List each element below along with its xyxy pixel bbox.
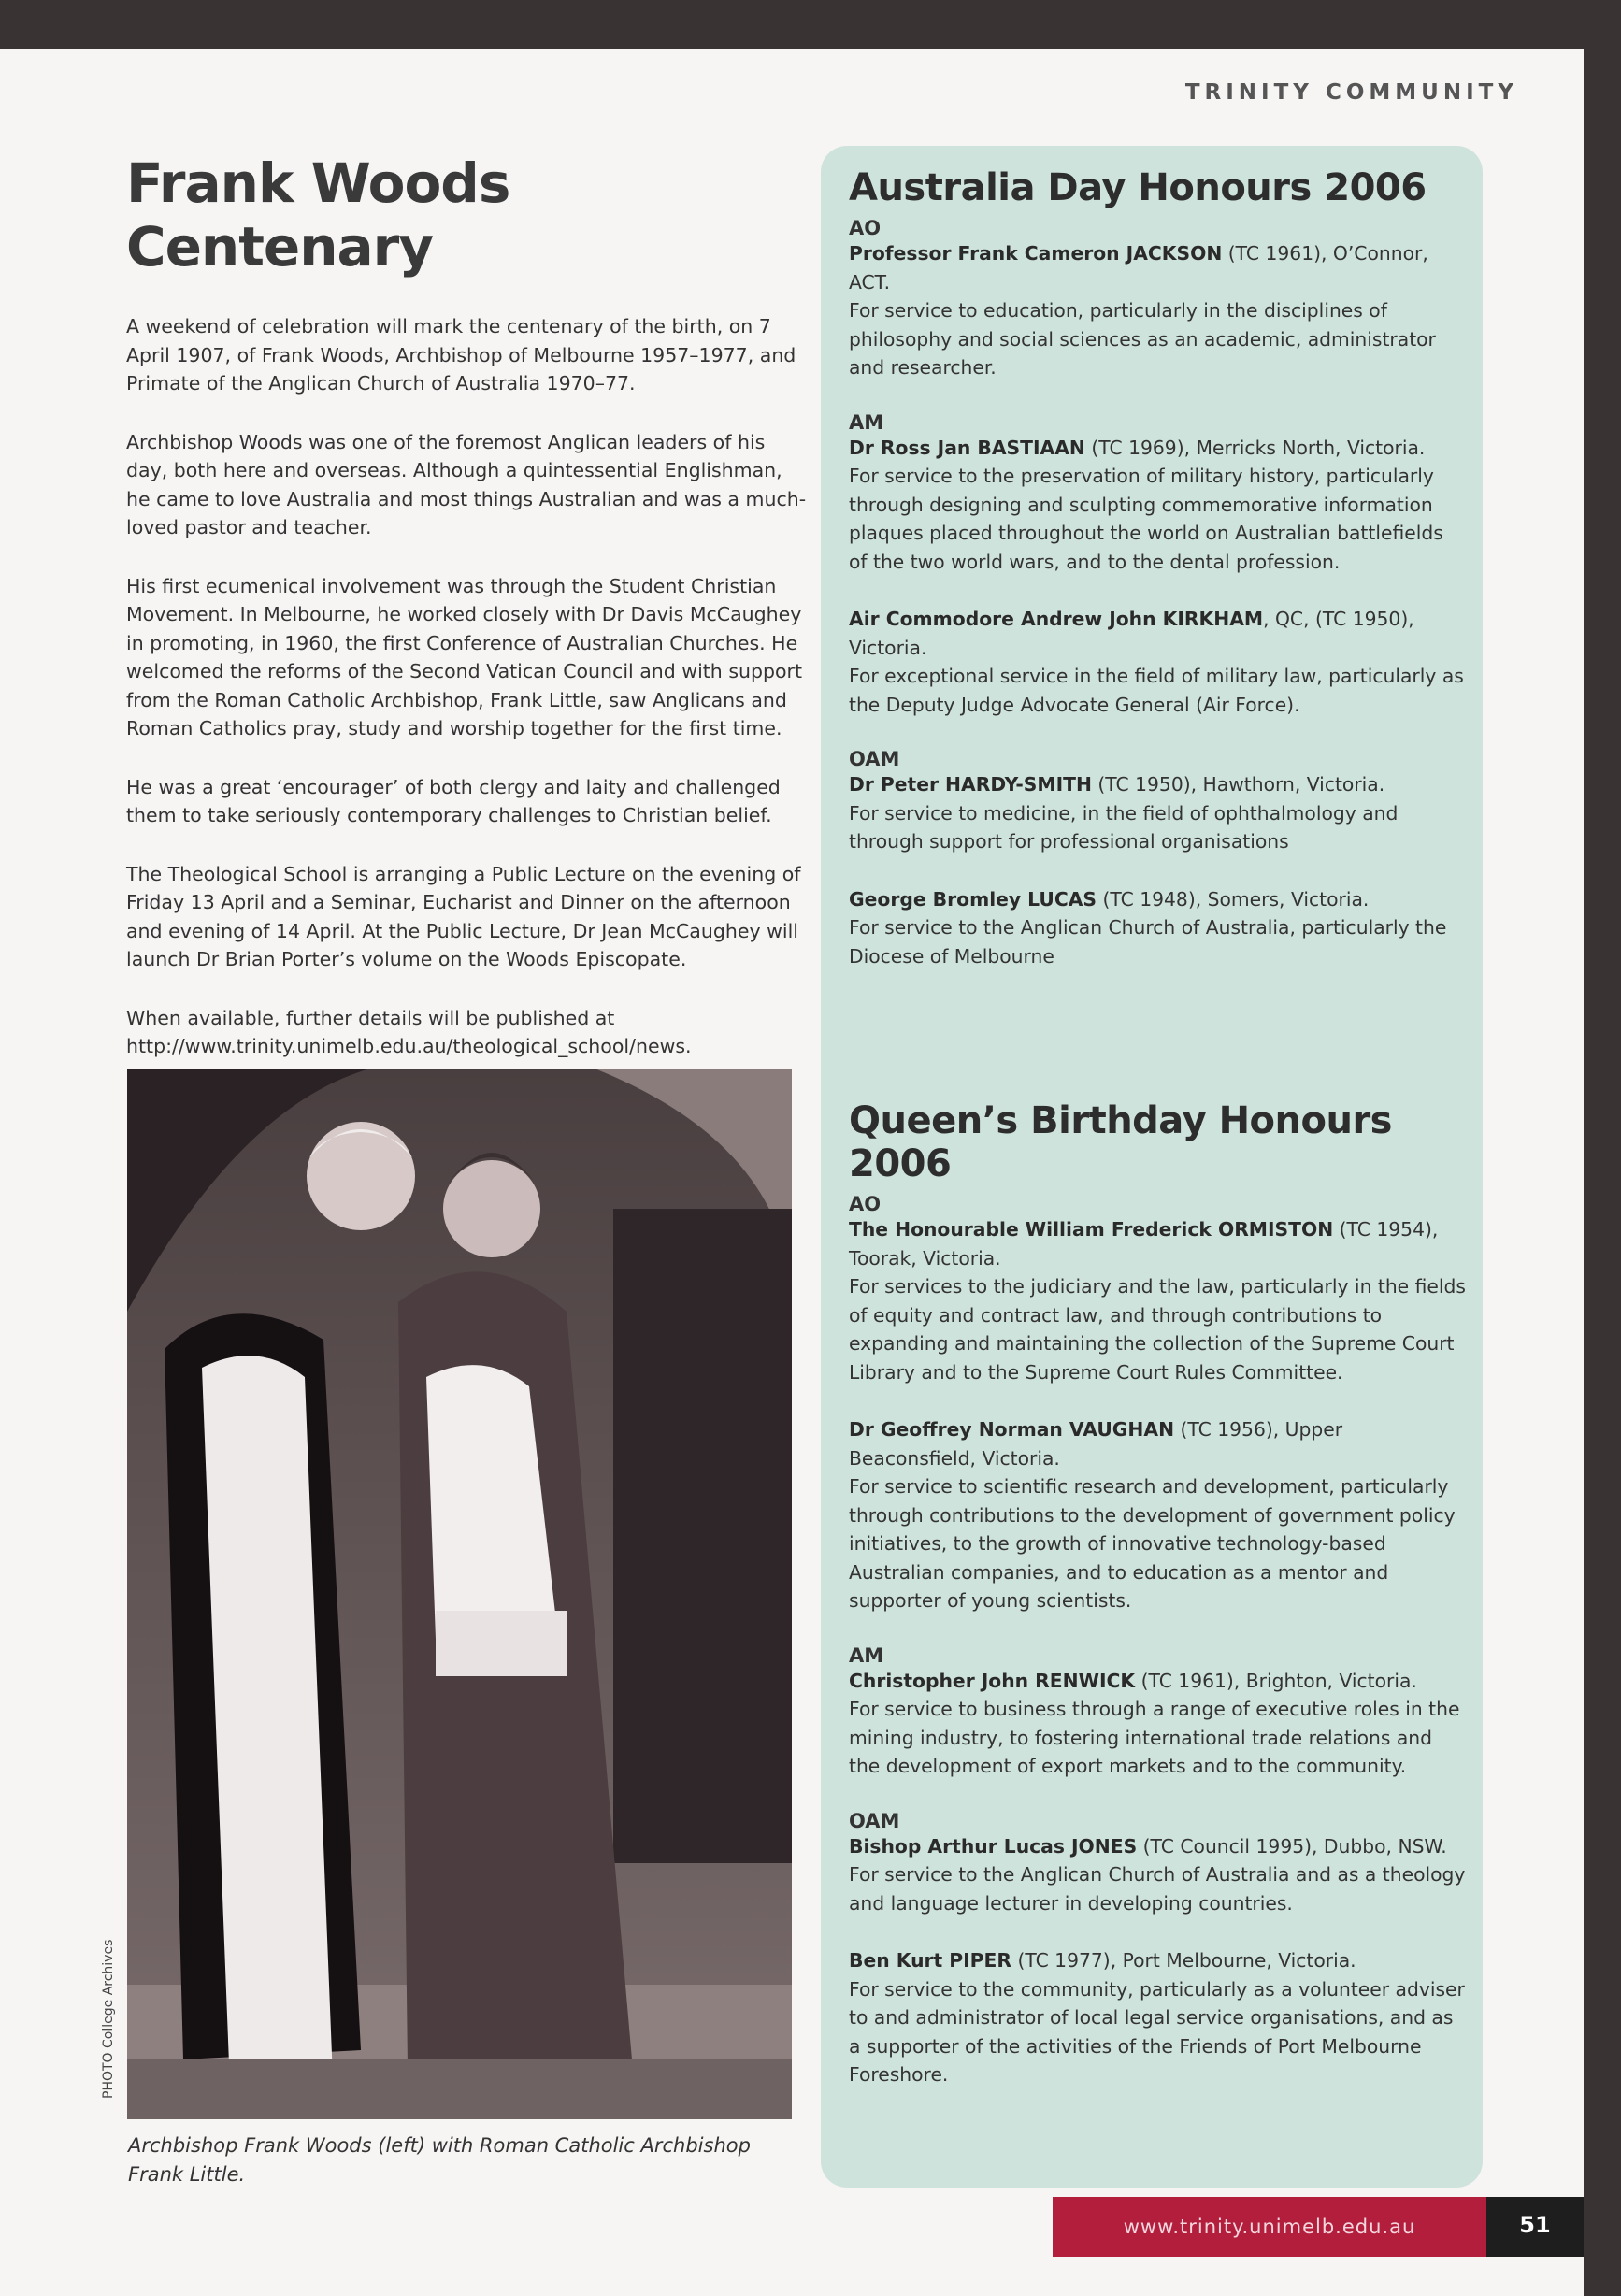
recipient-details: (TC 1954), Toorak, Victoria. xyxy=(849,1218,1439,1270)
honour-entry xyxy=(849,239,1466,382)
recipient-citation: For service to scientific research and development, particularly through contributions to the development of government policy initiatives, to the growth of innovative technology-based Australian companies, and to education as a mentor and supporter of young scientists. xyxy=(849,1475,1456,1612)
recipient-citation: For service to the preservation of military history, particularly through designing and sculpting commemorative information plaques placed throughout the world on Australian battlefields of the two world wars, and to the dental profession. xyxy=(849,465,1443,573)
recipient-name: Dr Peter HARDY-SMITH xyxy=(849,773,1092,796)
article-paragraph: A weekend of celebration will mark the centenary of the birth, on 7 April 1907, of Frank Woods, Archbishop of Melbourne 1957–1977, and Primate of the Anglican Church of Australia 1970–77. xyxy=(126,315,796,395)
article-paragraph: He was a great ‘encourager’ of both clergy and laity and challenged them to take seriously contemporary challenges to Christian belief. xyxy=(126,775,781,826)
recipient-name: Dr Ross Jan BASTIAAN xyxy=(849,436,1085,459)
recipient-citation: For service to the community, particularly as a volunteer adviser to and administrator of local legal service organisations, and as a supporter of the activities of the Friends of Port Melbourne Foreshore. xyxy=(849,1977,1465,2086)
honour-entry xyxy=(849,1667,1466,1781)
honour-entry xyxy=(849,434,1466,577)
archbishops-photo xyxy=(127,1069,792,2119)
honour-entry xyxy=(849,1946,1466,2089)
recipient-citation: For service to the Anglican Church of Australia, particularly the Diocese of Melbourne xyxy=(849,916,1447,968)
recipient-details: (TC 1961), Brighton, Victoria. xyxy=(1135,1669,1417,1692)
recipient-citation: For exceptional service in the field of military law, particularly as the Deputy Judge Advocate General (Air Force). xyxy=(849,665,1464,716)
page-number: 51 xyxy=(1486,2197,1584,2257)
recipient-details: (TC 1961), O’Connor, ACT. xyxy=(849,242,1428,294)
footer-url[interactable]: www.trinity.unimelb.edu.au xyxy=(1053,2197,1486,2257)
recipient-name: Bishop Arthur Lucas JONES xyxy=(849,1834,1138,1858)
australia-day-honours xyxy=(849,166,1466,999)
section-label: TRINITY COMMUNITY xyxy=(1184,80,1518,105)
recipient-name: Dr Geoffrey Norman VAUGHAN xyxy=(849,1418,1175,1441)
article-paragraph: His first ecumenical involvement was through the Student Christian Movement. In Melbourne, he worked closely with Dr Davis McCaughey in promoting, in 1960, the first Conference of Australian Churches. He welcomed the reforms of the Second Vatican Council and with support from the Roman Catholic Archbishop, Frank Little, saw Anglicans and Roman Catholics pray, study and worship together for the first time. xyxy=(126,574,803,739)
recipient-citation: For service to the Anglican Church of Australia and as a theology and language lecturer in developing countries. xyxy=(849,1863,1466,1915)
recipient-name: Air Commodore Andrew John KIRKHAM xyxy=(849,608,1264,630)
award-label-ao: AO xyxy=(849,217,882,239)
recipient-name: George Bromley LUCAS xyxy=(849,887,1097,911)
recipient-details: (TC 1956), Upper Beaconsfield, Victoria. xyxy=(849,1418,1343,1470)
recipient-details: , QC, (TC 1950), Victoria. xyxy=(849,608,1414,659)
article-title: Frank Woods Centenary xyxy=(126,151,510,279)
recipient-citation: For service to medicine, in the field of ophthalmology and through support for professional organisations xyxy=(849,801,1399,853)
recipient-details: (TC 1950), Hawthorn, Victoria. xyxy=(1091,773,1385,796)
award-label-oam: OAM xyxy=(849,1809,900,1832)
recipient-name: Professor Frank Cameron JACKSON xyxy=(849,242,1223,265)
australia-day-heading: Australia Day Honours 2006 xyxy=(849,166,1427,209)
photo-caption: Archbishop Frank Woods (left) with Roman Catholic Archbishop Frank Little. xyxy=(128,2134,751,2186)
honour-entry xyxy=(849,885,1466,971)
article-paragraph: Archbishop Woods was one of the foremost Anglican leaders of his day, both here and overseas. Although a quintessential Englishman, he came to love Australia and most things Australian and was a much-loved pastor and teacher. xyxy=(126,430,807,538)
honour-entry xyxy=(849,770,1466,856)
award-label-ao: AO xyxy=(849,1193,882,1215)
photo-illustration xyxy=(127,1069,792,2119)
recipient-citation: For service to business through a range of executive roles in the mining industry, to fostering international trade relations and the development of export markets and to the community. xyxy=(849,1698,1460,1777)
honour-entry xyxy=(849,1415,1466,1615)
recipient-name: Christopher John RENWICK xyxy=(849,1669,1136,1692)
queens-birthday-honours xyxy=(849,1099,1466,2118)
recipient-citation: For services to the judiciary and the law, particularly in the fields of equity and contract law, and through contributions to expanding and maintaining the collection of the Supreme Court Library and to the Supreme Court Rules Committee. xyxy=(849,1275,1466,1384)
article-paragraph: The Theological School is arranging a Public Lecture on the evening of Friday 13 April and a Seminar, Eucharist and Dinner on the afternoon and evening of 14 April. At the Public Lecture, Dr Jean McCaughey will launch Dr Brian Porter’s volume on the Woods Episcopate. xyxy=(126,862,801,970)
article-paragraph: When available, further details will be published at http://www.trinity.unimelb.edu.au/theological_school/news. xyxy=(126,1006,692,1057)
award-label-am: AM xyxy=(849,410,884,434)
honour-entry xyxy=(849,605,1466,719)
award-label-am: AM xyxy=(849,1643,884,1667)
award-label-oam: OAM xyxy=(849,748,900,770)
recipient-details: (TC 1948), Somers, Victoria. xyxy=(1097,887,1370,911)
recipient-details: (TC 1977), Port Melbourne, Victoria. xyxy=(1011,1949,1356,1972)
photo-credit: PHOTO College Archives xyxy=(101,1939,116,2099)
recipient-name: Ben Kurt PIPER xyxy=(849,1949,1012,1972)
honour-entry xyxy=(849,1215,1466,1386)
recipient-details: (TC Council 1995), Dubbo, NSW. xyxy=(1137,1834,1447,1858)
recipient-details: (TC 1969), Merricks North, Victoria. xyxy=(1084,436,1426,459)
honour-entry xyxy=(849,1832,1466,1918)
article-column xyxy=(126,151,809,1091)
recipient-name: The Honourable William Frederick ORMISTON xyxy=(849,1218,1334,1241)
recipient-citation: For service to education, particularly in the disciplines of philosophy and social sciences as an academic, administrator and researcher. xyxy=(849,299,1436,379)
queens-birthday-heading: Queen’s Birthday Honours 2006 xyxy=(849,1099,1392,1185)
